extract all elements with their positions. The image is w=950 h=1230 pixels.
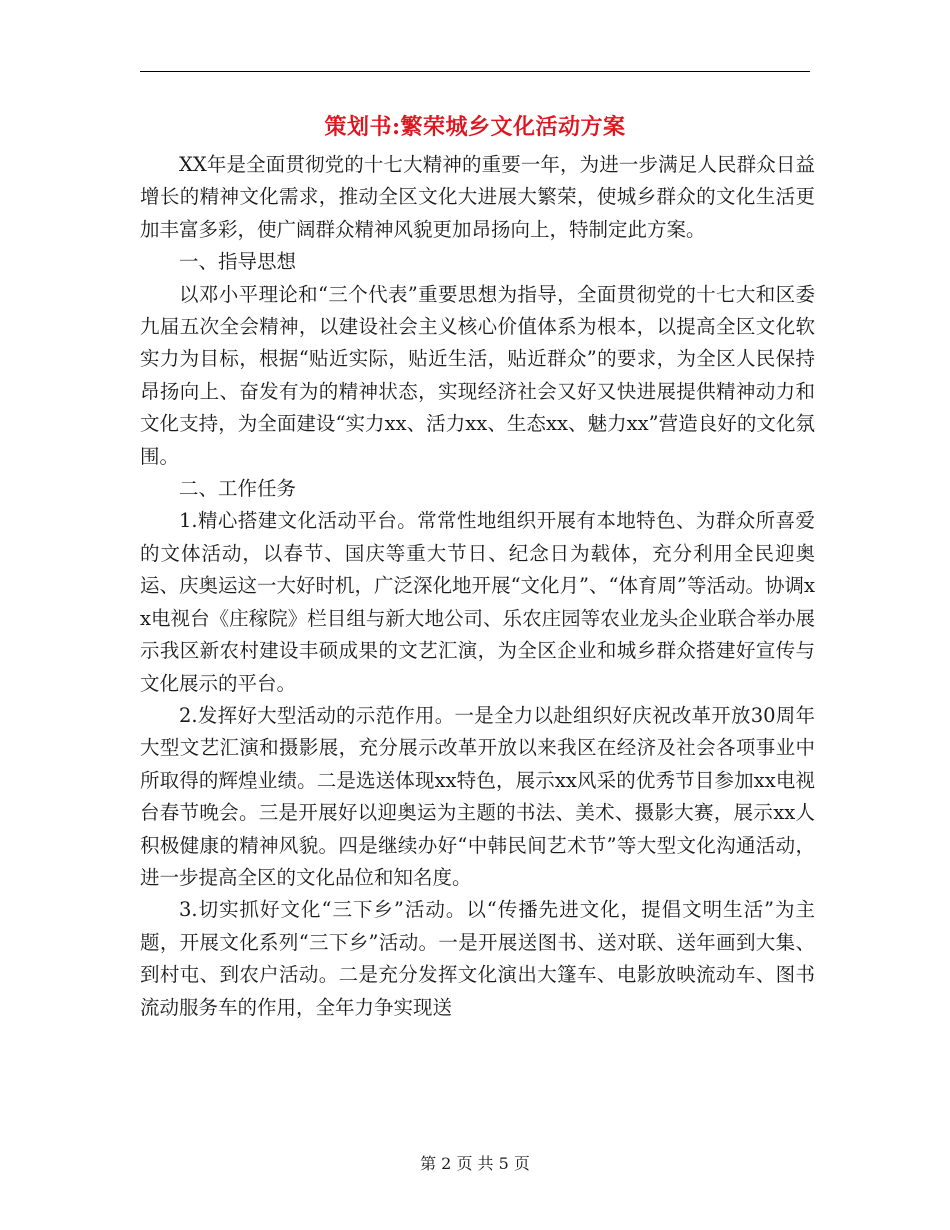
section-heading-guiding-thought: 一、指导思想 [179,250,297,274]
intro-paragraph: XX年是全面贯彻党的十七大精神的重要一年，为进一步满足人民群众日益增长的精神文化需求，推动全区文化大进展大繁荣，使城乡群众的文化生活更加丰富多彩，使广阔群众精神风貌更加昂扬向上，特制定此方案。 [140,153,815,241]
task-paragraph-1: 1.精心搭建文化活动平台。常常性地组织开展有本地特色、为群众所喜爱的文体活动，以春节、国庆等重大节日、纪念日为载体，充分利用全民迎奥运、庆奥运这一大好时机，广泛深化地开展“文化月”、“体育周”等活动。协调xx电视台《庄稼院》栏目组与新大地公司、乐农庄园等农业龙头企业联合举办展示我区新农村建设丰硕成果的文艺汇演，为全区企业和城乡群众搭建好宣传与文化展示的平台。 [140,509,815,695]
task-paragraph-3: 3.切实抓好文化“三下乡”活动。以“传播先进文化，提倡文明生活”为主题，开展文化系列“三下乡”活动。一是开展送图书、送对联、送年画到大集、到村屯、到农户活动。二是充分发挥文化演出大篷车、电影放映流动车、图书流动服务车的作用，全年力争实现送 [140,898,815,1019]
section-heading-work-tasks: 二、工作任务 [179,477,297,501]
guiding-thought-paragraph: 以邓小平理论和“三个代表”重要思想为指导，全面贯彻党的十七大和区委九届五次全会精神，以建设社会主义核心价值体系为根本，以提高全区文化软实力为目标，根据“贴近实际，贴近生活，贴近群众”的要求，为全区人民保持昂扬向上、奋发有为的精神状态，实现经济社会又好又快进展提供精神动力和文化支持，为全面建设“实力xx、活力xx、生态xx、魅力xx”营造良好的文化氛围。 [140,282,815,468]
page-number-footer: 第 2 页 共 5 页 [420,1154,530,1173]
document-body [140,149,815,1024]
task-paragraph-2: 2.发挥好大型活动的示范作用。一是全力以赴组织好庆祝改革开放30周年大型文艺汇演和摄影展，充分展示改革开放以来我区在经济及社会各项事业中所取得的辉煌业绩。二是选送体现xx特色，展示xx风采的优秀节目参加xx电视台春节晚会。三是开展好以迎奥运为主题的书法、美术、摄影大赛，展示xx人积极健康的精神风貌。四是继续办好“中韩民间艺术节”等大型文化沟通活动，进一步提高全区的文化品位和知名度。 [140,703,815,889]
document-title: 策划书:繁荣城乡文化活动方案 [324,114,626,140]
header-rule [140,71,810,72]
